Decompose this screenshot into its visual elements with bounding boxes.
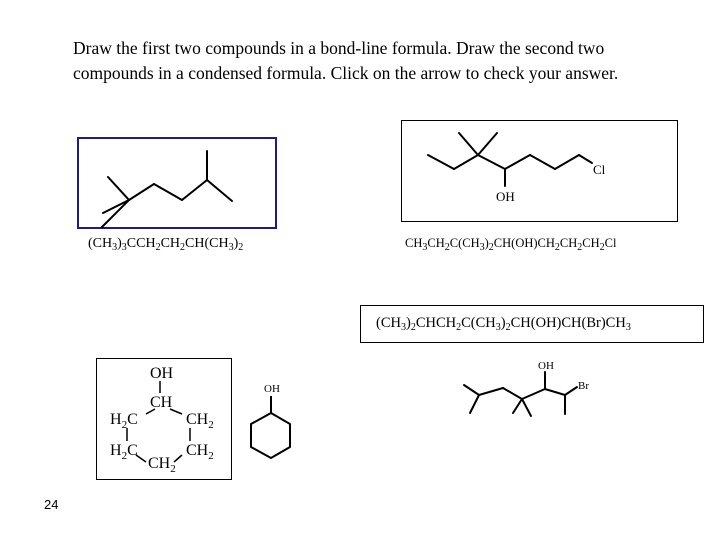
ring-oh-label: OH bbox=[150, 365, 174, 382]
skeletal-oh-label: OH bbox=[264, 383, 280, 395]
compound-3-condensed-formula: $(CH_3)_2CHCH_2C(CH_3)_2CH(OH)CH(Br)CH_3$ bbox=[376, 315, 631, 333]
hydroxyl-label: OH bbox=[538, 360, 554, 372]
hydroxyl-label: OH bbox=[496, 189, 515, 204]
compound-2-condensed-formula: $CH_3CH_2C(CH_3)_2CH(OH)CH_2CH_2CH_2Cl$ bbox=[405, 236, 617, 253]
compound-1-condensed-formula: $(CH_3)_3CCH_2CH_2CH(CH_3)_2$ bbox=[88, 236, 244, 253]
chlorine-label: Cl bbox=[593, 162, 606, 177]
instructions-text: Draw the first two compounds in a bond-line formula. Draw the second two compounds in a condensed formula. Click on the arrow to check your answer. bbox=[73, 38, 619, 83]
ring-ch2-upper-label: $CH_2$ bbox=[186, 411, 214, 431]
ring-h2c-lower-label: $H_2C$ bbox=[110, 442, 138, 462]
ring-ch2-bottom-label: $CH_2$ bbox=[148, 455, 176, 475]
ring-ch2-lower-label: $CH_2$ bbox=[186, 442, 214, 462]
slide-number: 24 bbox=[44, 497, 59, 512]
ring-ch-label: CH bbox=[150, 394, 173, 411]
ring-h2c-upper-label: $H_2C$ bbox=[110, 411, 138, 431]
bromine-label: Br bbox=[578, 380, 589, 392]
